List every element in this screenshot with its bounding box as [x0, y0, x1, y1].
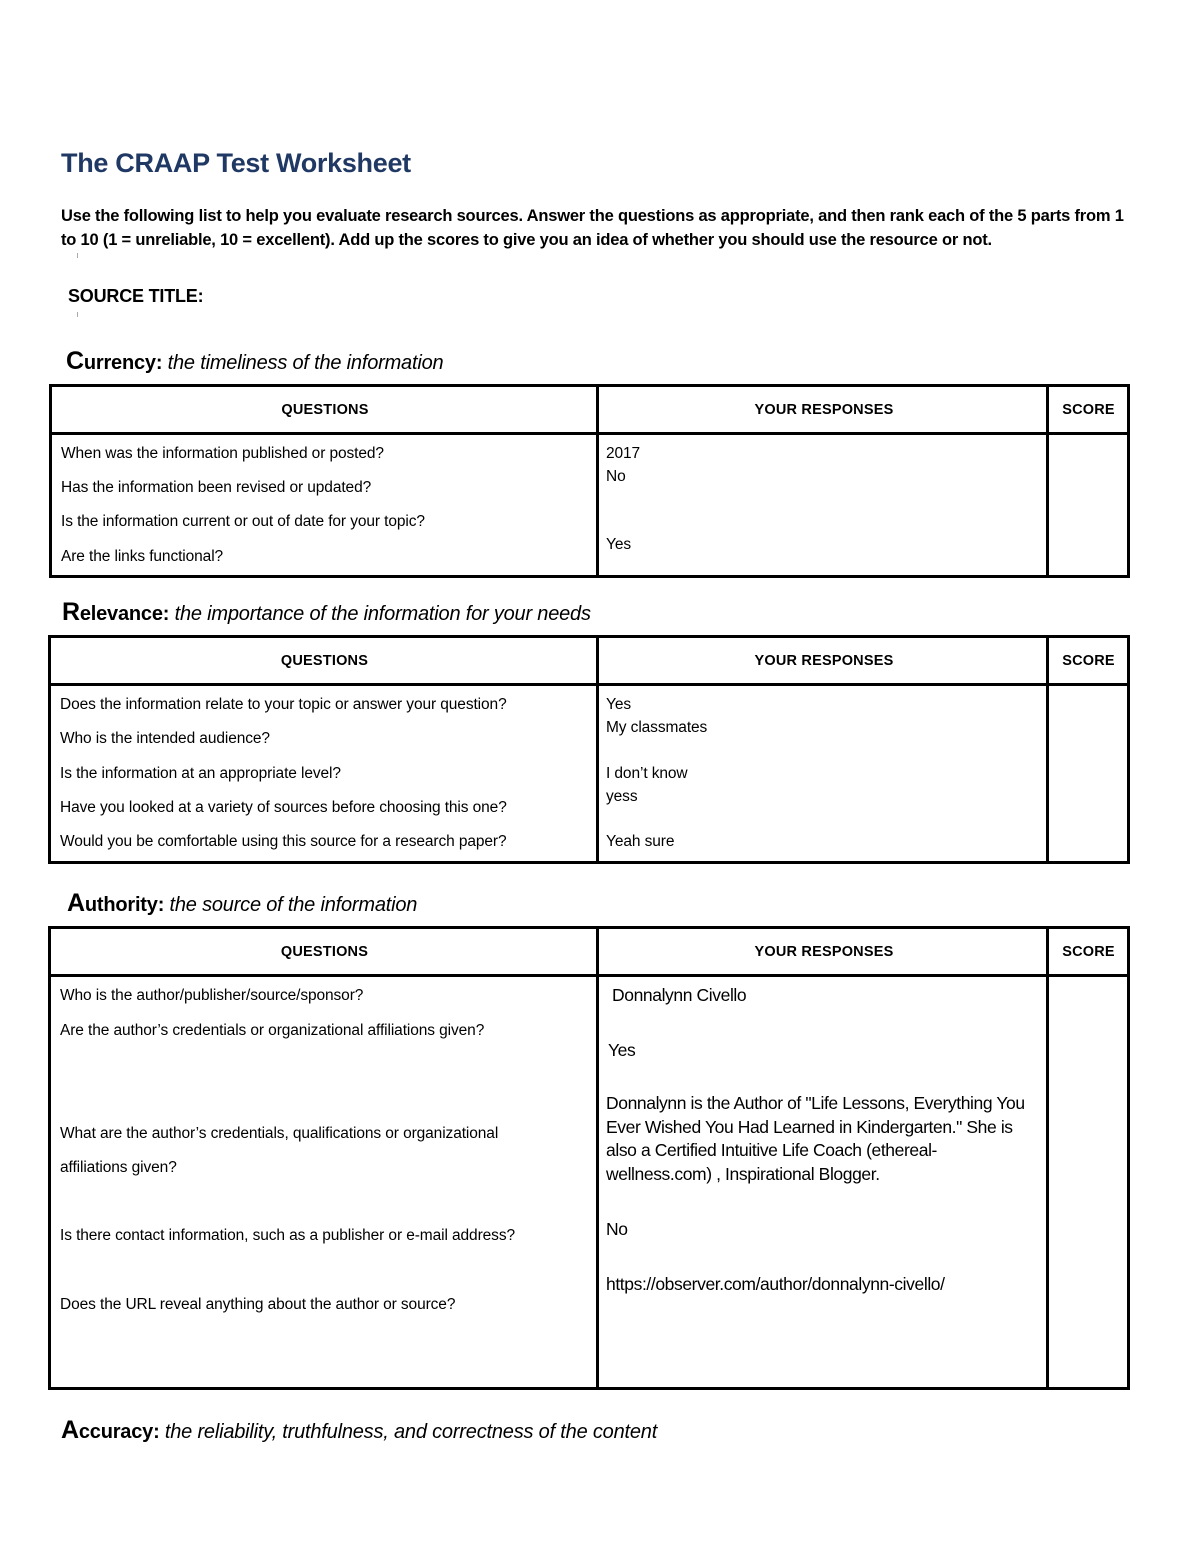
text-marker	[77, 253, 78, 258]
intro-paragraph: Use the following list to help you evaluate research sources. Answer the questions as appropriate, and then rank each of the 5 parts from 1 to 10 (1 = unreliable, 10 = excellent). Add up the scores to give you an idea of whether you should use the resource or not.	[61, 207, 1124, 249]
response-text[interactable]: My classmates	[606, 719, 708, 736]
relevance-table	[48, 635, 1130, 864]
question-text: Are the links functional?	[61, 548, 224, 565]
score-cell[interactable]	[1049, 435, 1127, 575]
score-header: SCORE	[1062, 943, 1115, 960]
relevance-heading: Relevance: the importance of the information for your needs	[62, 598, 591, 626]
text-marker	[77, 312, 78, 317]
authority-heading: Authority: the source of the information	[67, 889, 418, 917]
score-header: SCORE	[1062, 652, 1115, 669]
score-header: SCORE	[1062, 401, 1115, 418]
questions-header: QUESTIONS	[280, 652, 369, 669]
currency-table	[49, 384, 1130, 578]
question-text: Is the information current or out of date for your topic?	[61, 513, 425, 530]
question-text: Is the information at an appropriate level?	[60, 765, 341, 782]
response-text[interactable]: No	[606, 1219, 628, 1239]
response-text[interactable]: Yes	[606, 536, 631, 553]
question-text: What are the author’s credentials, qualifications or organizational	[60, 1125, 499, 1142]
accuracy-heading: Accuracy: the reliability, truthfulness, and correctness of the content	[61, 1416, 658, 1444]
question-text: Have you looked at a variety of sources before choosing this one?	[60, 799, 507, 816]
question-text: When was the information published or posted?	[61, 445, 384, 462]
question-text: Does the information relate to your topic or answer your question?	[60, 696, 507, 713]
question-text: Is there contact information, such as a publisher or e-mail address?	[60, 1227, 515, 1244]
responses-header: YOUR RESPONSES	[754, 943, 894, 960]
authority-table	[48, 926, 1130, 1390]
response-text[interactable]: yess	[606, 788, 638, 805]
response-text[interactable]: I don’t know	[606, 765, 688, 782]
response-text[interactable]: https://observer.com/author/donnalynn-civello/	[606, 1274, 945, 1294]
question-text: Who is the intended audience?	[60, 730, 270, 747]
currency-heading: Currency: the timeliness of the information	[66, 347, 444, 375]
responses-header: YOUR RESPONSES	[754, 652, 894, 669]
response-text[interactable]: 2017	[606, 445, 641, 462]
table-header-row	[51, 929, 1127, 977]
score-cell[interactable]	[1049, 686, 1127, 861]
response-text[interactable]: Yes	[606, 696, 631, 713]
question-text: Who is the author/publisher/source/sponsor?	[60, 987, 364, 1004]
question-text: Has the information been revised or updated?	[61, 479, 372, 496]
table-header-row	[52, 387, 1127, 435]
response-text[interactable]: No	[606, 468, 626, 485]
score-cell[interactable]	[1049, 977, 1127, 1387]
responses-header: YOUR RESPONSES	[754, 401, 894, 418]
question-text: Are the author’s credentials or organizational affiliations given?	[60, 1022, 485, 1039]
question-text: affiliations given?	[60, 1159, 177, 1176]
page-title: The CRAAP Test Worksheet	[61, 148, 411, 178]
questions-header: QUESTIONS	[280, 943, 369, 960]
response-text[interactable]: Yes	[608, 1040, 636, 1060]
table-header-row	[51, 638, 1127, 686]
response-text[interactable]: Donnalynn Civello	[612, 985, 747, 1005]
question-text: Does the URL reveal anything about the author or source?	[60, 1296, 456, 1313]
questions-header: QUESTIONS	[281, 401, 369, 418]
question-text: Would you be comfortable using this source for a research paper?	[60, 833, 507, 850]
source-title-label: SOURCE TITLE:	[68, 286, 204, 306]
response-text[interactable]: Yeah sure	[606, 833, 675, 850]
response-text[interactable]: Donnalynn is the Author of "Life Lessons, Everything You Ever Wished You Had Learned in Kindergarten." She is also a Certified Intuitive Life Coach (ethereal-wellness.com) , Inspirational Blogger.	[606, 1093, 1025, 1184]
